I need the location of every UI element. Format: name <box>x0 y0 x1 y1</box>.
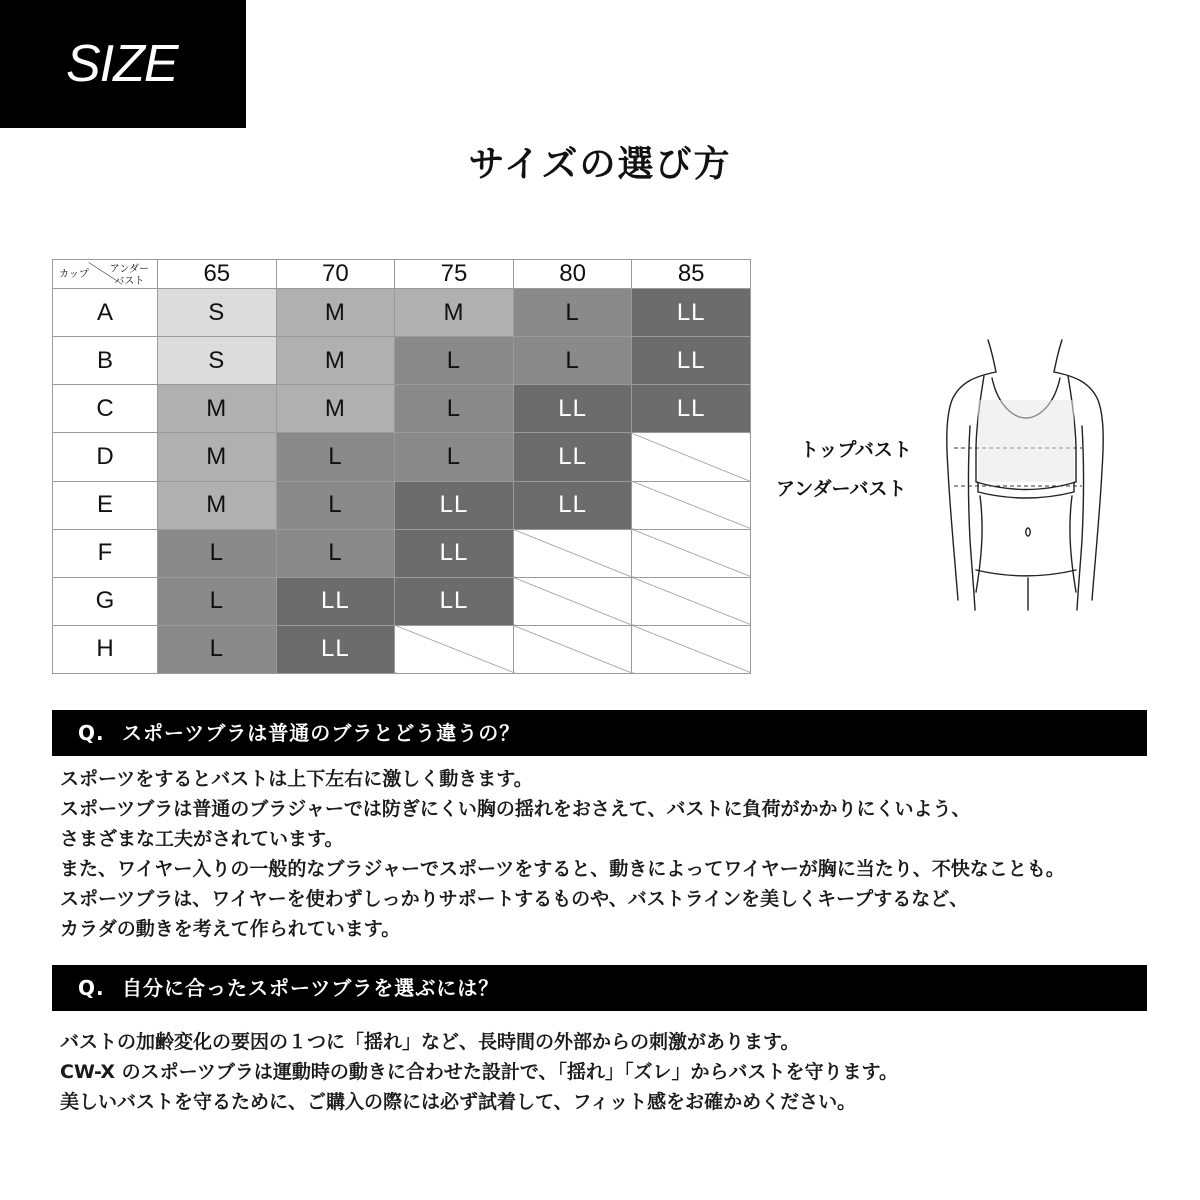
cup-axis-label: カップ <box>59 269 89 280</box>
size-chart-row <box>53 385 751 433</box>
size-cell-unavailable <box>632 481 751 529</box>
faq-question-bar <box>52 965 1147 1011</box>
size-cell: M <box>395 289 514 337</box>
cup-size-label: C <box>53 385 158 433</box>
cup-size-label: H <box>53 625 158 673</box>
size-cell: L <box>158 625 277 673</box>
size-cell: LL <box>395 577 514 625</box>
under-size-header: 70 <box>276 260 395 289</box>
cup-size-label: G <box>53 577 158 625</box>
answer-line: さまざまな工夫がされています。 <box>60 828 344 850</box>
size-chart-row <box>53 577 751 625</box>
size-cell-unavailable <box>632 625 751 673</box>
faq-question-bar <box>52 710 1147 756</box>
size-cell-unavailable <box>632 577 751 625</box>
faq-question-text: スポーツブラは普通のブラとどう違うの？ <box>122 721 521 745</box>
faq-question-text: 自分に合ったスポーツブラを選ぶには？ <box>122 976 500 1000</box>
size-cell-unavailable <box>513 625 632 673</box>
size-cell: L <box>513 337 632 385</box>
faq-answer <box>60 764 1170 944</box>
size-cell-unavailable <box>632 529 751 577</box>
size-cell: M <box>158 385 277 433</box>
size-cell: LL <box>395 481 514 529</box>
size-cell: M <box>158 433 277 481</box>
size-cell: LL <box>513 433 632 481</box>
under-bust-axis-label-line2: バスト <box>114 276 145 287</box>
size-cell-unavailable <box>513 529 632 577</box>
size-cell: L <box>395 337 514 385</box>
size-chart-row <box>53 337 751 385</box>
size-badge-label: SIZE <box>66 35 178 93</box>
size-cell: LL <box>513 385 632 433</box>
page-title: サイズの選び方 <box>468 144 732 185</box>
size-cell: M <box>158 481 277 529</box>
size-cell: LL <box>632 337 751 385</box>
size-cell-unavailable <box>513 577 632 625</box>
size-cell: M <box>276 289 395 337</box>
answer-line: CW-X のスポーツブラは運動時の動きに合わせた設計で、「揺れ」「ズレ」からバストを守ります。 <box>60 1061 898 1083</box>
size-chart-header-row <box>53 260 751 289</box>
size-cell: LL <box>632 289 751 337</box>
size-chart-row <box>53 529 751 577</box>
size-cell: L <box>395 385 514 433</box>
under-size-header: 80 <box>513 260 632 289</box>
size-chart-corner <box>53 260 158 289</box>
cup-size-label: F <box>53 529 158 577</box>
size-chart-body <box>53 289 751 674</box>
size-chart-table <box>52 259 751 674</box>
size-cell: M <box>276 385 395 433</box>
cup-size-label: A <box>53 289 158 337</box>
answer-line: スポーツブラは普通のブラジャーでは防ぎにくい胸の揺れをおさえて、バストに負荷がかかりにくいよう、 <box>60 798 971 820</box>
faq-answer <box>60 1027 1170 1117</box>
size-cell: L <box>276 529 395 577</box>
answer-line: カラダの動きを考えて作られています。 <box>60 918 401 940</box>
size-cell: LL <box>395 529 514 577</box>
size-cell: LL <box>276 577 395 625</box>
cup-size-label: B <box>53 337 158 385</box>
size-cell: S <box>158 289 277 337</box>
under-size-header: 75 <box>395 260 514 289</box>
top-bust-label: トップバスト <box>800 439 912 461</box>
size-cell-unavailable <box>395 625 514 673</box>
bust-measurement-figure <box>770 330 1150 630</box>
size-chart-row <box>53 625 751 673</box>
size-chart-row <box>53 433 751 481</box>
size-cell: LL <box>513 481 632 529</box>
cup-size-label: D <box>53 433 158 481</box>
size-cell: L <box>276 433 395 481</box>
under-bust-axis-label-line1: アンダー <box>109 264 149 275</box>
size-cell: L <box>276 481 395 529</box>
under-bust-label: アンダーバスト <box>776 478 907 500</box>
size-chart-row <box>53 481 751 529</box>
size-cell: L <box>158 577 277 625</box>
answer-line: バストの加齢変化の要因の１つに「揺れ」など、長時間の外部からの刺激があります。 <box>60 1031 800 1053</box>
size-cell-unavailable <box>632 433 751 481</box>
size-cell: L <box>158 529 277 577</box>
size-cell: LL <box>632 385 751 433</box>
size-cell: M <box>276 337 395 385</box>
answer-line: 美しいバストを守るために、ご購入の際には必ず試着して、フィット感をお確かめください。 <box>60 1091 857 1113</box>
size-cell: L <box>395 433 514 481</box>
size-cell: S <box>158 337 277 385</box>
q-mark: Q. <box>78 976 105 1000</box>
size-badge <box>0 0 246 128</box>
cup-size-label: E <box>53 481 158 529</box>
size-chart-row <box>53 289 751 337</box>
answer-line: スポーツブラは、ワイヤーを使わずしっかりサポートするものや、バストラインを美しくキープするなど、 <box>60 888 969 910</box>
size-cell: L <box>513 289 632 337</box>
under-size-header: 65 <box>158 260 277 289</box>
under-size-header: 85 <box>632 260 751 289</box>
under-bust-axis-label <box>110 264 149 288</box>
answer-line: また、ワイヤー入りの一般的なブラジャーでスポーツをすると、動きによってワイヤーが胸に当たり、不快なことも。 <box>60 858 1065 880</box>
q-mark: Q. <box>78 721 105 745</box>
size-cell: LL <box>276 625 395 673</box>
answer-line: スポーツをするとバストは上下左右に激しく動きます。 <box>60 768 533 790</box>
